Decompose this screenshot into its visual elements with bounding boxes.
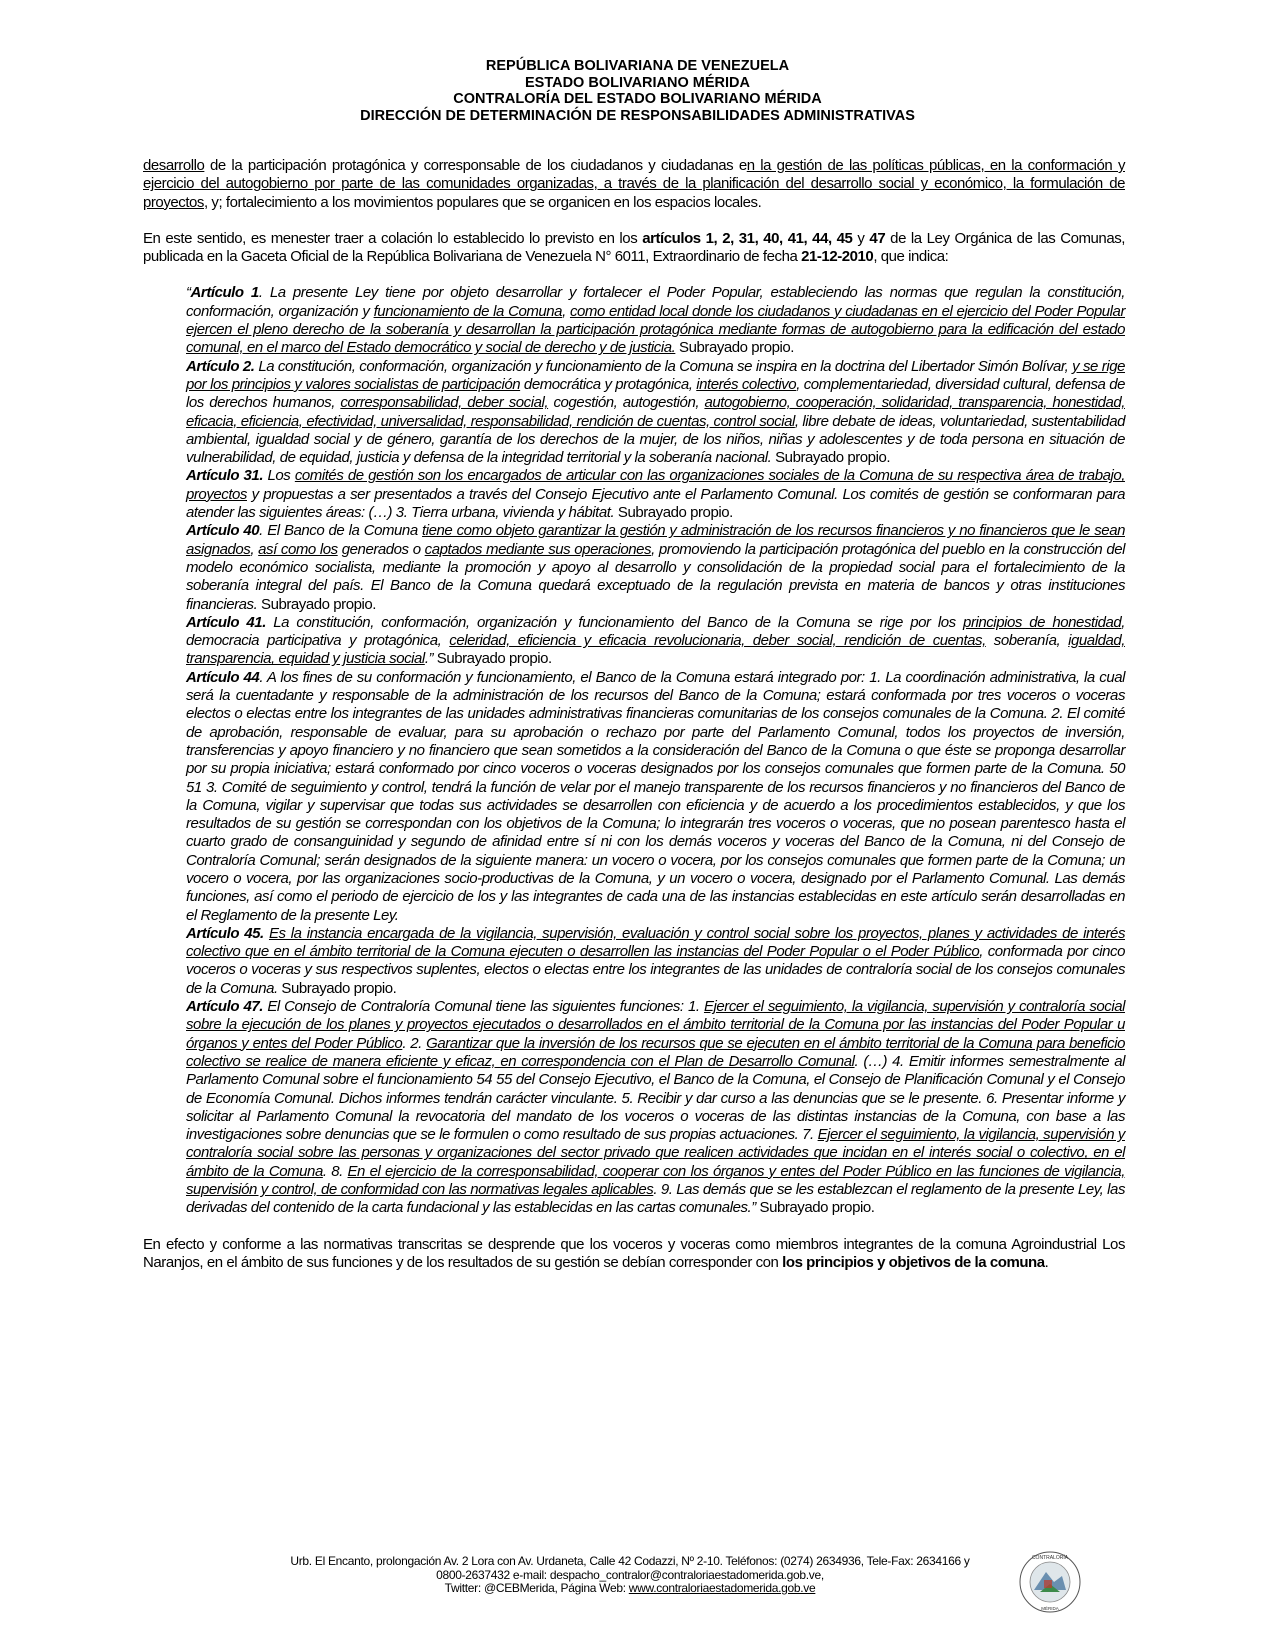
underlined-text: Es la instancia encargada de la vigilancia, supervisión, evaluación y control social sobre los proyectos, planes y actividades de interés colectivo que en el ámbito territorial de la Comuna ejecuten o desarrollen las instancias del Poder Popular o el Poder Público [186, 924, 1125, 961]
text-run: Subrayado propio. [257, 595, 376, 613]
text-run: Subrayado propio. [614, 504, 733, 522]
text-run: , democracia participativa y protagónica, [186, 613, 1125, 650]
website-link[interactable]: www.contraloriaestadomerida.gob.ve [628, 1581, 816, 1595]
text-run: de la participación protagónica y corresponsable de los ciudadanos y ciudadanas e [204, 157, 747, 174]
text-run: Subrayado propio. [277, 979, 397, 997]
quote-paragraph [186, 669, 1125, 925]
contraloria-seal-logo [1018, 1550, 1082, 1614]
text-run: Subrayado propio. [755, 1199, 875, 1217]
text-run: La constitución, conformación, organización y funcionamiento del Banco de la Comuna se rige por los [265, 613, 964, 631]
underlined-text: y se rige por los principios y valores socialistas de participación [186, 357, 1125, 393]
bold-text: Artículo 31. [186, 467, 264, 485]
quote-paragraph [186, 284, 1125, 357]
bold-text: Artículo 47. [186, 998, 263, 1016]
underlined-text: igualdad, transparencia, equidad y justicia social [186, 632, 1125, 668]
svg-text:CONTRALORÍA: CONTRALORÍA [1031, 1555, 1069, 1561]
text-run: En efecto y conforme a las normativas transcritas se desprende que los voceros y voceras como miembros integrantes de la comuna Agroindustrial Los Naranjos, en el ámbito de sus funciones y de los resultados de su gestión se debían corresponder con [143, 1235, 1125, 1271]
intro-section [143, 157, 1125, 266]
law-quote [186, 284, 1125, 1217]
text-run: . 9. Las demás que se les establezcan el reglamento de la presente Ley, las derivadas del contenido de la carta fundacional y las establecidas en las cartas comunales.” [186, 1181, 1125, 1217]
text-run: , conformada por cinco voceros o voceras y sus respectivos suplentes, electos o electas entre los integrantes de las unidades de contraloría social de los consejos comunales de la Comuna. [186, 943, 1125, 997]
text-run: , [250, 540, 259, 558]
svg-text:MÉRIDA: MÉRIDA [1041, 1606, 1059, 1611]
text-run: Subrayado propio. [433, 650, 552, 668]
bold-text: los principios y objetivos de la comuna [782, 1253, 1045, 1271]
text-run: . 8. [322, 1162, 348, 1180]
underlined-text: captados mediante sus operaciones [424, 540, 652, 558]
text-run: de la Ley Orgánica de las Comunas, publicada en la Gaceta Oficial de la República Bolivariana de Venezuela N° 6011, Extraordinario de fecha [143, 229, 1125, 266]
underlined-text: desarrollo [143, 157, 205, 174]
header-line: CONTRALORÍA DEL ESTADO BOLIVARIANO MÉRIDA [453, 91, 822, 107]
underlined-text: como entidad local donde los ciudadanos y ciudadanas en el ejercicio del Poder Popular ejercen el pleno derecho de la soberanía y desarrollan la participación protagónica mediante formas de autogobierno para la edificación del estado comunal, en el marco del Estado democrático y social de derecho y de justicia. [186, 302, 1125, 357]
quote-paragraph [186, 998, 1125, 1218]
footer [230, 1555, 1030, 1596]
text-run: , que indica: [873, 248, 949, 266]
text-run: y [852, 229, 870, 247]
text-run: , libre debate de ideas, voluntariedad, sustentabilidad ambiental, igualdad social y de género, garantía de los derechos de la mujer, de los niños, niñas y adolescentes y de toda persona en situación de vulnerabilidad, de equidad, justicia y defensa de la integridad territorial y la soberanía nacional. [186, 412, 1125, 467]
text-run: . [1044, 1253, 1049, 1271]
conclusion-section [143, 1236, 1125, 1273]
underlined-text: así como los [258, 540, 338, 558]
text-run: En este sentido, es menester traer a colación lo establecido lo previsto en los [143, 229, 643, 247]
quote-paragraph [186, 522, 1125, 613]
bold-text: Artículo 40 [186, 522, 260, 540]
text-run: Los [263, 467, 295, 485]
underlined-text: principios de honestidad [963, 613, 1122, 631]
text-run: . 2. [402, 1034, 427, 1052]
footer-address: Urb. El Encanto, prolongación Av. 2 Lora con Av. Urdaneta, Calle 42 Codazzi, Nº 2-10. Teléfonos: (0274) 2634936, Tele-Fax: 2634166 y [290, 1554, 970, 1568]
text-run: Subrayado propio. [771, 449, 891, 467]
document-header [0, 58, 1275, 124]
quote-paragraph [186, 925, 1125, 998]
underlined-text: Ejercer el seguimiento, la vigilancia, supervisión y contraloría social sobre la ejecución de los planes y proyectos ejecutados o desarrollados en el ámbito territorial de la Comuna por las instancias del Poder Popular u órganos y entes del Poder Público [186, 998, 1125, 1052]
text-run: . (…) 4. Emitir informes semestralmente al Parlamento Comunal sobre el funcionamiento 54 55 del Consejo Ejecutivo, el Banco de la Comuna, el Consejo de Planificación Comunal y el Consejo de Economía Comunal. Dichos informes tendrán carácter vinculante. 5. Recibir y dar curso a las denuncias que se le presente. 6. Presentar informe y solicitar al Parlamento Comunal la revocatoria del mandato de los voceros o voceras de las distintas instancias de la Comuna, con base a las investigaciones sobre denuncias que se le formulen o como resultado de sus propias actuaciones. 7. [186, 1052, 1125, 1144]
conclusion-paragraph [143, 1236, 1125, 1273]
bold-text: artículos 1, 2, 31, 40, 41, 44, 45 [642, 229, 853, 247]
text-run: .” [424, 650, 434, 668]
text-run: Subrayado propio. [675, 339, 794, 357]
text-run: , complementariedad, diversidad cultural, defensa de los derechos humanos, [186, 375, 1125, 412]
underlined-text: interés colectivo [696, 375, 797, 393]
text-run: La constitución, conformación, organización y funcionamiento de la Comuna se inspira en la doctrina del Libertador Simón Bolívar, [254, 357, 1073, 375]
text-run: “ [186, 284, 191, 302]
text-run: soberanía, [985, 632, 1069, 650]
bold-text: Artículo 44 [186, 668, 260, 686]
underlined-text: En el ejercicio de la corresponsabilidad, cooperar con los órganos y entes del Poder Público en las funciones de vigilancia, supervisión y control, de conformidad con las normativas legales aplicables [186, 1162, 1126, 1199]
underlined-text: Garantizar que la inversión de los recursos que se ejecuten en el ámbito territorial de la Comuna para beneficio colectivo se realice de manera eficiente y eficaz, en correspondencia con el Plan de Desarrollo Comunal [186, 1034, 1125, 1070]
footer-contact: 0800-2637432 e-mail: despacho_contralor@contraloriaestadomerida.gob.ve, [436, 1567, 824, 1582]
text-run: El Consejo de Contraloría Comunal tiene las siguientes funciones: 1. [262, 998, 704, 1016]
underlined-text: funcionamiento de la Comuna [373, 302, 563, 320]
text-run: . La presente Ley tiene por objeto desarrollar y fortalecer el Poder Popular, estableciendo las normas que regulan la constitución, conformación, organización y [186, 284, 1126, 320]
quote-paragraph [186, 358, 1125, 468]
bold-text: Artículo 1 [190, 284, 259, 302]
bold-text: 21-12-2010 [801, 248, 874, 266]
text-run: y propuestas a ser presentados a través del Consejo Ejecutivo ante el Parlamento Comunal. Los comités de gestión se conformaran para atender las siguientes áreas: (…) 3. Tierra urbana, vivienda y hábitat. [186, 485, 1125, 522]
document-body [143, 157, 1125, 1290]
intro-paragraph [143, 230, 1125, 267]
text-run: . El Banco de la Comuna [259, 522, 423, 540]
bold-text: Artículo 41. [186, 613, 266, 631]
quote-paragraph [186, 614, 1125, 669]
bold-text: Artículo 2. [186, 357, 255, 375]
text-run: , [562, 302, 570, 320]
footer-twitter: Twitter: @CEBMerida, Página Web: [444, 1581, 629, 1595]
text-run: , promoviendo la participación protagónica del pueblo en la construcción del modelo económico socialista, mediante la promoción y apoyo al desarrollo y consolidación de la propiedad social para el fortalecimiento de la soberanía integral del país. El Banco de la Comuna quedará exceptuado de la regulación prevista en materia de bancos y otras instituciones financieras. [186, 540, 1125, 613]
bold-text: Artículo 45. [186, 924, 264, 942]
header-line: DIRECCIÓN DE DETERMINACIÓN DE RESPONSABILIDADES ADMINISTRATIVAS [360, 107, 915, 124]
footer-web [230, 1582, 1030, 1596]
quote-paragraph [186, 467, 1125, 522]
underlined-text: autogobierno, cooperación, solidaridad, transparencia, honestidad, eficacia, eficiencia, efectividad, universalidad, responsabilidad, rendición de cuentas, control social [186, 394, 1125, 430]
underlined-text: Ejercer el seguimiento, la vigilancia, supervisión y contraloría social sobre las personas y organizaciones del sector privado que realicen actividades que incidan en el interés social o colectivo, en el ámbito de la Comuna [186, 1126, 1125, 1180]
bold-text: 47 [869, 229, 886, 247]
text-run: , y; fortalecimiento a los movimientos populares que se organicen en los espacios locales. [203, 193, 762, 211]
underlined-text: tiene como objeto garantizar la gestión y administración de los recursos financieros y no financieros que le sean asignados [186, 522, 1125, 558]
underlined-text: comités de gestión son los encargados de articular con las organizaciones sociales de la Comuna de su respectiva área de trabajo, proyectos [186, 467, 1125, 503]
header-line: ESTADO BOLIVARIANO MÉRIDA [524, 74, 751, 91]
text-run: democrática y protagónica, [520, 375, 697, 393]
text-run: generados o [337, 540, 425, 558]
header-line: REPÚBLICA BOLIVARIANA DE VENEZUELA [485, 58, 790, 74]
text-run: cogestión, autogestión, [548, 394, 705, 412]
underlined-text: corresponsabilidad, deber social, [340, 394, 549, 412]
text-run: . A los fines de su conformación y funcionamiento, el Banco de la Comuna estará integrado por: 1. La coordinación administrativa, la cual será la cuentadante y responsable de la administración de los recursos del Banco de la Comuna; estará conformada por tres voceros o voceras electos o electas entre los integrantes de las unidades administrativas financieras comunitarias de los consejos comunales de la Comuna. 2. El comité de aprobación, responsable de evaluar, para su aprobación o rechazo por parte del Parlamento Comunal, todos los proyectos de inversión, transferencias y apoyo financiero y no financiero que sean sometidos a la consideración del Banco de la Comuna o que éste se proponga desarrollar por su propia iniciativa; estará conformado por cinco voceros o voceras designados por los consejos comunales que formen parte de la Comuna. 50 51 3. Comité de seguimiento y control, tendrá la función de velar por el manejo transparente de los recursos financieros y no financieros del Banco de la Comuna, vigilar y supervisar que todas sus actividades se desarrollen con eficiencia y de acuerdo a los procedimientos establecidos, y que los resultados de su gestión se correspondan con los objetivos de la Comuna; lo integrarán tres voceros o voceras, que no posean parentesco hasta el cuarto grado de consanguinidad y segundo de afinidad entre sí ni con los demás voceros y voceras del Banco de la Comuna, ni del Consejo de Contraloría Comunal; serán designados de la siguiente manera: un vocero o vocera, por los consejos comunales que formen parte de la Comuna; un vocero o vocera, por las organizaciones socio-productivas de la Comuna, y un vocero o vocera, designado por el Parlamento Comunal. Las demás funciones, así como el periodo de ejercicio de los y las integrantes de cada una de las instancias establecidas en este artículo serán desarrolladas en el Reglamento de la presente Ley. [186, 668, 1125, 924]
underlined-text: n la gestión de las políticas públicas, en la conformación y ejercicio del autogobierno por parte de las comunidades organizadas, a través de la planificación del desarrollo social y económico, la formulación de proyectos [143, 157, 1125, 211]
intro-paragraph [143, 157, 1125, 212]
underlined-text: celeridad, eficiencia y eficacia revolucionaria, deber social, rendición de cuentas, [449, 632, 986, 650]
